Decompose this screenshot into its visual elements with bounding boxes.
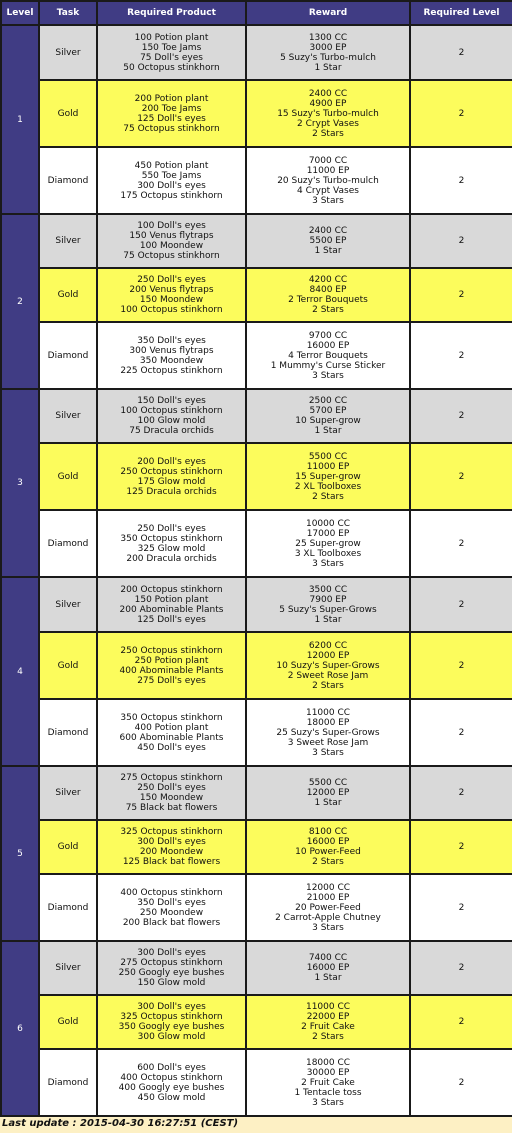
required-product-cell <box>98 821 245 873</box>
required-product-cell <box>98 323 245 388</box>
product-line: 350 Doll's eyes <box>137 335 206 346</box>
task-cell: Silver <box>40 215 96 267</box>
required-level-cell: 2 <box>411 942 512 994</box>
product-line: 250 Doll's eyes <box>137 523 206 534</box>
reward-line: 11000 EP <box>306 461 350 472</box>
product-line: 100 Moondew <box>139 241 204 251</box>
product-line: 100 Octopus stinkhorn <box>120 305 223 315</box>
required-product-cell <box>98 81 245 146</box>
reward-line: 10 Power-Feed <box>295 847 361 857</box>
task-cell: Diamond <box>40 700 96 765</box>
product-line: 150 Moondew <box>139 295 204 305</box>
reward-cell <box>247 633 409 698</box>
product-line: 75 Octopus stinkhorn <box>123 123 220 134</box>
reward-line: 2 Stars <box>312 680 344 691</box>
task-cell: Gold <box>40 996 96 1048</box>
product-line: 100 Potion plant <box>134 32 209 43</box>
product-line: 150 Potion plant <box>134 594 209 605</box>
required-level-cell: 2 <box>411 821 512 873</box>
required-level-cell: 2 <box>411 767 512 819</box>
reward-cell <box>247 511 409 576</box>
required-product-cell <box>98 390 245 442</box>
product-line: 50 Octopus stinkhorn <box>123 62 220 73</box>
reward-cell <box>247 578 409 631</box>
product-line: 250 Doll's eyes <box>137 275 206 285</box>
reward-line: 9700 CC <box>308 330 348 341</box>
product-line: 125 Black bat flowers <box>122 857 221 867</box>
required-level-cell: 2 <box>411 390 512 442</box>
reward-line: 12000 CC <box>305 882 351 893</box>
reward-line: 8100 CC <box>308 827 348 837</box>
reward-line: 1 Mummy's Curse Sticker <box>270 360 386 371</box>
product-line: 150 Venus flytraps <box>129 231 214 241</box>
product-line: 100 Octopus stinkhorn <box>120 406 223 416</box>
required-product-cell <box>98 444 245 509</box>
required-level-cell: 2 <box>411 81 512 146</box>
reward-line: 1 Star <box>314 246 342 256</box>
table-row <box>2 1050 512 1115</box>
reward-line: 12000 EP <box>306 650 350 661</box>
product-line: 125 Dracula orchids <box>126 486 217 497</box>
product-line: 250 Doll's eyes <box>137 783 206 793</box>
reward-line: 2 Sweet Rose Jam <box>287 670 369 681</box>
reward-line: 17000 EP <box>306 528 350 539</box>
reward-line: 3 Stars <box>312 195 344 206</box>
reward-line: 5700 EP <box>309 406 347 416</box>
product-line: 200 Octopus stinkhorn <box>120 584 223 595</box>
task-cell: Gold <box>40 269 96 321</box>
reward-line: 5 Suzy's Super-Grows <box>279 604 377 615</box>
reward-line: 12000 EP <box>306 788 350 798</box>
reward-line: 22000 EP <box>306 1012 350 1022</box>
reward-cell <box>247 26 409 79</box>
product-line: 450 Glow mold <box>137 1092 206 1103</box>
product-line: 250 Potion plant <box>134 655 209 666</box>
table-row <box>2 578 512 631</box>
reward-line: 3000 EP <box>309 42 347 53</box>
table-row <box>2 633 512 698</box>
reward-line: 2 Crypt Vases <box>297 118 359 129</box>
reward-line: 15 Suzy's Turbo-mulch <box>277 108 379 119</box>
product-line: 150 Glow mold <box>137 978 206 988</box>
required-level-cell: 2 <box>411 996 512 1048</box>
task-cell: Silver <box>40 26 96 79</box>
product-line: 200 Potion plant <box>134 93 209 104</box>
required-product-cell <box>98 700 245 765</box>
reward-cell <box>247 148 409 213</box>
task-cell: Diamond <box>40 323 96 388</box>
reward-line: 21000 EP <box>306 892 350 903</box>
reward-line: 2500 CC <box>308 396 348 406</box>
required-level-cell: 2 <box>411 148 512 213</box>
reward-line: 1 Star <box>314 426 342 436</box>
required-product-cell <box>98 215 245 267</box>
required-product-cell <box>98 1050 245 1115</box>
reward-line: 3 Stars <box>312 558 344 569</box>
reward-cell <box>247 215 409 267</box>
table-row <box>2 269 512 321</box>
reward-line: 5 Suzy's Turbo-mulch <box>280 52 376 63</box>
product-line: 100 Doll's eyes <box>137 221 206 231</box>
table-row <box>2 148 512 213</box>
reward-line: 8400 EP <box>309 285 347 295</box>
reward-line: 10 Super-grow <box>295 416 361 426</box>
table-row <box>2 942 512 994</box>
reward-line: 25 Suzy's Super-Grows <box>276 727 380 738</box>
reward-cell <box>247 875 409 940</box>
reward-line: 5500 CC <box>308 451 348 462</box>
task-cell: Silver <box>40 767 96 819</box>
header-required-level: Required Level <box>411 2 512 24</box>
product-line: 350 Octopus stinkhorn <box>120 712 223 723</box>
task-cell: Diamond <box>40 148 96 213</box>
reward-line: 2 Carrot-Apple Chutney <box>275 912 381 923</box>
reward-line: 16000 EP <box>306 963 350 973</box>
reward-cell <box>247 390 409 442</box>
reward-line: 1 Star <box>314 62 342 73</box>
reward-line: 11000 CC <box>305 1002 351 1012</box>
task-cell: Gold <box>40 81 96 146</box>
reward-line: 3 Stars <box>312 370 344 381</box>
reward-line: 6200 CC <box>308 640 348 651</box>
reward-line: 15 Super-grow <box>295 471 361 482</box>
level-cell: 5 <box>2 767 38 940</box>
product-line: 400 Octopus stinkhorn <box>120 887 223 898</box>
product-line: 300 Glow mold <box>137 1032 206 1042</box>
product-line: 450 Potion plant <box>134 160 209 171</box>
product-line: 350 Octopus stinkhorn <box>120 533 223 544</box>
product-line: 150 Doll's eyes <box>137 396 206 406</box>
required-product-cell <box>98 996 245 1048</box>
product-line: 400 Octopus stinkhorn <box>120 1072 223 1083</box>
reward-line: 7900 EP <box>309 594 347 605</box>
level-cell: 6 <box>2 942 38 1115</box>
required-level-cell: 2 <box>411 511 512 576</box>
header-reward: Reward <box>247 2 409 24</box>
product-line: 125 Doll's eyes <box>137 614 206 625</box>
product-line: 75 Black bat flowers <box>125 803 218 813</box>
reward-line: 1300 CC <box>308 32 348 43</box>
product-line: 150 Toe Jams <box>141 42 202 53</box>
product-line: 250 Octopus stinkhorn <box>120 466 223 477</box>
reward-line: 11000 CC <box>305 707 351 718</box>
task-cell: Gold <box>40 821 96 873</box>
reward-line: 4200 CC <box>308 275 348 285</box>
table-row <box>2 323 512 388</box>
task-cell: Silver <box>40 578 96 631</box>
header-level: Level <box>2 2 38 24</box>
reward-line: 3 Sweet Rose Jam <box>287 737 369 748</box>
reward-line: 2 Fruit Cake <box>301 1077 355 1088</box>
last-update: Last update : 2015-04-30 16:27:51 (CEST) <box>2 1118 239 1129</box>
reward-line: 11000 EP <box>306 165 350 176</box>
product-line: 300 Doll's eyes <box>137 1002 206 1012</box>
reward-line: 5500 EP <box>309 236 347 246</box>
reward-line: 2 Stars <box>312 1032 344 1042</box>
product-line: 300 Doll's eyes <box>137 837 206 847</box>
product-line: 175 Glow mold <box>137 476 206 487</box>
product-line: 400 Potion plant <box>134 722 209 733</box>
product-line: 350 Moondew <box>139 355 204 366</box>
product-line: 550 Toe Jams <box>141 170 202 181</box>
task-cell: Gold <box>40 444 96 509</box>
reward-line: 25 Super-grow <box>295 538 361 549</box>
required-level-cell: 2 <box>411 26 512 79</box>
required-level-cell: 2 <box>411 444 512 509</box>
required-product-cell <box>98 633 245 698</box>
reward-line: 1 Star <box>314 973 342 983</box>
product-line: 400 Abominable Plants <box>119 665 224 676</box>
product-line: 400 Googly eye bushes <box>118 1082 225 1093</box>
reward-line: 1 Star <box>314 614 342 625</box>
reward-line: 3 XL Toolboxes <box>294 548 362 559</box>
reward-line: 2 Stars <box>312 857 344 867</box>
product-line: 200 Moondew <box>139 847 204 857</box>
table-row <box>2 767 512 819</box>
product-line: 200 Venus flytraps <box>129 285 214 295</box>
reward-cell <box>247 269 409 321</box>
product-line: 200 Toe Jams <box>141 103 202 114</box>
product-line: 250 Octopus stinkhorn <box>120 645 223 656</box>
reward-line: 4 Terror Bouquets <box>288 350 368 361</box>
product-line: 100 Glow mold <box>137 416 206 426</box>
reward-line: 3500 CC <box>308 584 348 595</box>
level-cell: 3 <box>2 390 38 576</box>
reward-line: 10 Suzy's Super-Grows <box>276 660 380 671</box>
product-line: 600 Abominable Plants <box>119 732 224 743</box>
product-line: 150 Moondew <box>139 793 204 803</box>
header-row <box>2 2 512 24</box>
reward-cell <box>247 81 409 146</box>
table-row <box>2 700 512 765</box>
product-line: 200 Abominable Plants <box>119 604 224 615</box>
level-cell: 4 <box>2 578 38 765</box>
reward-line: 2 Stars <box>312 491 344 502</box>
reward-line: 16000 EP <box>306 340 350 351</box>
reward-line: 2 Stars <box>312 305 344 315</box>
required-product-cell <box>98 578 245 631</box>
product-line: 75 Dracula orchids <box>129 426 214 436</box>
table-row <box>2 444 512 509</box>
required-product-cell <box>98 767 245 819</box>
table-row <box>2 511 512 576</box>
reward-line: 1 Tentacle toss <box>294 1087 362 1098</box>
product-line: 250 Moondew <box>139 907 204 918</box>
reward-line: 18000 CC <box>305 1057 351 1068</box>
table-row <box>2 875 512 940</box>
reward-line: 2 Stars <box>312 128 344 139</box>
reward-line: 3 Stars <box>312 922 344 933</box>
reward-cell <box>247 942 409 994</box>
reward-cell <box>247 323 409 388</box>
product-line: 200 Doll's eyes <box>137 456 206 467</box>
product-line: 325 Glow mold <box>137 543 206 554</box>
table-body <box>2 26 512 1115</box>
product-line: 75 Octopus stinkhorn <box>123 251 220 261</box>
product-line: 325 Octopus stinkhorn <box>120 827 223 837</box>
required-level-cell: 2 <box>411 875 512 940</box>
reward-line: 4 Crypt Vases <box>297 185 359 196</box>
reward-line: 4900 EP <box>309 98 347 109</box>
required-level-cell: 2 <box>411 700 512 765</box>
reward-cell <box>247 767 409 819</box>
reward-line: 30000 EP <box>306 1067 350 1078</box>
product-line: 300 Venus flytraps <box>129 345 214 356</box>
required-level-cell: 2 <box>411 323 512 388</box>
table-row <box>2 390 512 442</box>
header-task: Task <box>40 2 96 24</box>
product-line: 600 Doll's eyes <box>137 1062 206 1073</box>
level-cell: 1 <box>2 26 38 213</box>
product-line: 300 Doll's eyes <box>137 180 206 191</box>
reward-line: 2 XL Toolboxes <box>294 481 362 492</box>
table-row <box>2 821 512 873</box>
product-line: 275 Octopus stinkhorn <box>120 773 223 783</box>
reward-line: 1 Star <box>314 798 342 808</box>
reward-line: 2 Fruit Cake <box>301 1022 355 1032</box>
level-cell: 2 <box>2 215 38 388</box>
product-line: 350 Googly eye bushes <box>118 1022 225 1032</box>
product-line: 275 Octopus stinkhorn <box>120 958 223 968</box>
reward-cell <box>247 1050 409 1115</box>
task-cell: Diamond <box>40 511 96 576</box>
task-cell: Diamond <box>40 875 96 940</box>
reward-cell <box>247 700 409 765</box>
required-level-cell: 2 <box>411 578 512 631</box>
reward-cell <box>247 821 409 873</box>
reward-line: 5500 CC <box>308 778 348 788</box>
reward-line: 7400 CC <box>308 953 348 963</box>
reward-line: 3 Stars <box>312 1097 344 1108</box>
product-line: 200 Black bat flowers <box>122 917 221 928</box>
product-line: 275 Doll's eyes <box>137 675 206 686</box>
product-line: 225 Octopus stinkhorn <box>120 365 223 376</box>
reward-line: 2400 CC <box>308 88 348 99</box>
reward-line: 10000 CC <box>305 518 351 529</box>
reward-line: 3 Stars <box>312 747 344 758</box>
product-line: 350 Doll's eyes <box>137 897 206 908</box>
required-product-cell <box>98 875 245 940</box>
product-line: 175 Octopus stinkhorn <box>120 190 223 201</box>
required-product-cell <box>98 269 245 321</box>
task-cell: Gold <box>40 633 96 698</box>
product-line: 250 Googly eye bushes <box>118 968 225 978</box>
reward-cell <box>247 996 409 1048</box>
table-row <box>2 81 512 146</box>
required-level-cell: 2 <box>411 269 512 321</box>
reward-line: 20 Suzy's Turbo-mulch <box>277 175 379 186</box>
reward-line: 16000 EP <box>306 837 350 847</box>
required-level-cell: 2 <box>411 633 512 698</box>
required-product-cell <box>98 26 245 79</box>
reward-line: 2400 CC <box>308 226 348 236</box>
table-row <box>2 215 512 267</box>
reward-line: 18000 EP <box>306 717 350 728</box>
product-line: 200 Dracula orchids <box>126 553 217 564</box>
task-cell: Diamond <box>40 1050 96 1115</box>
product-line: 125 Doll's eyes <box>137 113 206 124</box>
product-line: 300 Doll's eyes <box>137 948 206 958</box>
product-line: 450 Doll's eyes <box>137 742 206 753</box>
task-cell: Silver <box>40 942 96 994</box>
required-level-cell: 2 <box>411 215 512 267</box>
table-row <box>2 996 512 1048</box>
reward-line: 20 Power-Feed <box>295 902 361 913</box>
required-product-cell <box>98 511 245 576</box>
product-line: 325 Octopus stinkhorn <box>120 1012 223 1022</box>
required-product-cell <box>98 942 245 994</box>
required-level-cell: 2 <box>411 1050 512 1115</box>
header-required-product: Required Product <box>98 2 245 24</box>
product-line: 75 Doll's eyes <box>140 52 203 63</box>
reward-cell <box>247 444 409 509</box>
table-row <box>2 26 512 79</box>
required-product-cell <box>98 148 245 213</box>
reward-line: 2 Terror Bouquets <box>288 295 368 305</box>
task-cell: Silver <box>40 390 96 442</box>
reward-line: 7000 CC <box>308 155 348 166</box>
